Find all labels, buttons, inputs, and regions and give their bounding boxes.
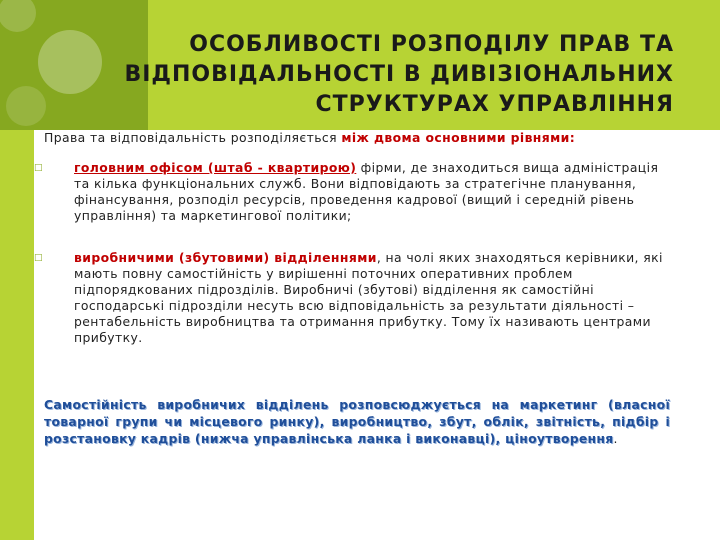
- bullet-highlight: головним офісом (штаб - квартирою): [74, 160, 357, 175]
- decor-circle: [6, 86, 46, 126]
- conclusion-end: .: [613, 431, 618, 446]
- square-bullet-icon: □: [34, 253, 43, 263]
- intro-paragraph: [44, 130, 670, 146]
- intro-highlight: між двома основними рівнями:: [341, 130, 576, 145]
- bullet-text: , на чолі яких знаходяться керівники, які мають повну самостійність у вирішенні поточних оперативних проблем підпорядкованих підрозділів. Виробничі (збутові) відділення як самостійні господарські підрозділи несуть всю відповідальність за результати діяльності – рентабельність виробництва та отримання прибутку. Тому їх називають центрами прибутку.: [74, 250, 663, 345]
- list-item: [34, 160, 670, 224]
- intro-text: Права та відповідальність розподіляється: [44, 130, 342, 145]
- list-item: [34, 250, 670, 346]
- conclusion-text: Самостійність виробничих відділень розповсюджується на маркетинг (власної товарної групи чи місцевого ринку), виробництво, збут, облік, звітність, підбір і розстановку кадрів (нижча управлінська ланка і виконавці), ціноутворення: [44, 397, 670, 446]
- conclusion-paragraph: [34, 396, 670, 447]
- decor-circle: [38, 30, 102, 94]
- bullet-highlight: виробничими (збутовими) відділеннями: [74, 250, 377, 265]
- square-bullet-icon: □: [34, 163, 43, 173]
- slide-body: [34, 130, 670, 459]
- slide-title: ОСОБЛИВОСТІ РОЗПОДІЛУ ПРАВ ТА ВІДПОВІДАЛЬНОСТІ В ДИВІЗІОНАЛЬНИХ СТРУКТУРАХ УПРАВЛІННЯ: [124, 32, 674, 117]
- bullet-text: фірми, де знаходиться вища адміністрація та кілька функціональних служб. Вони відповідають за стратегічне планування, фінансування, розподіл ресурсів, проведення кадрової (вищий і середній рівень управління) та маркетингової політики;: [74, 160, 659, 223]
